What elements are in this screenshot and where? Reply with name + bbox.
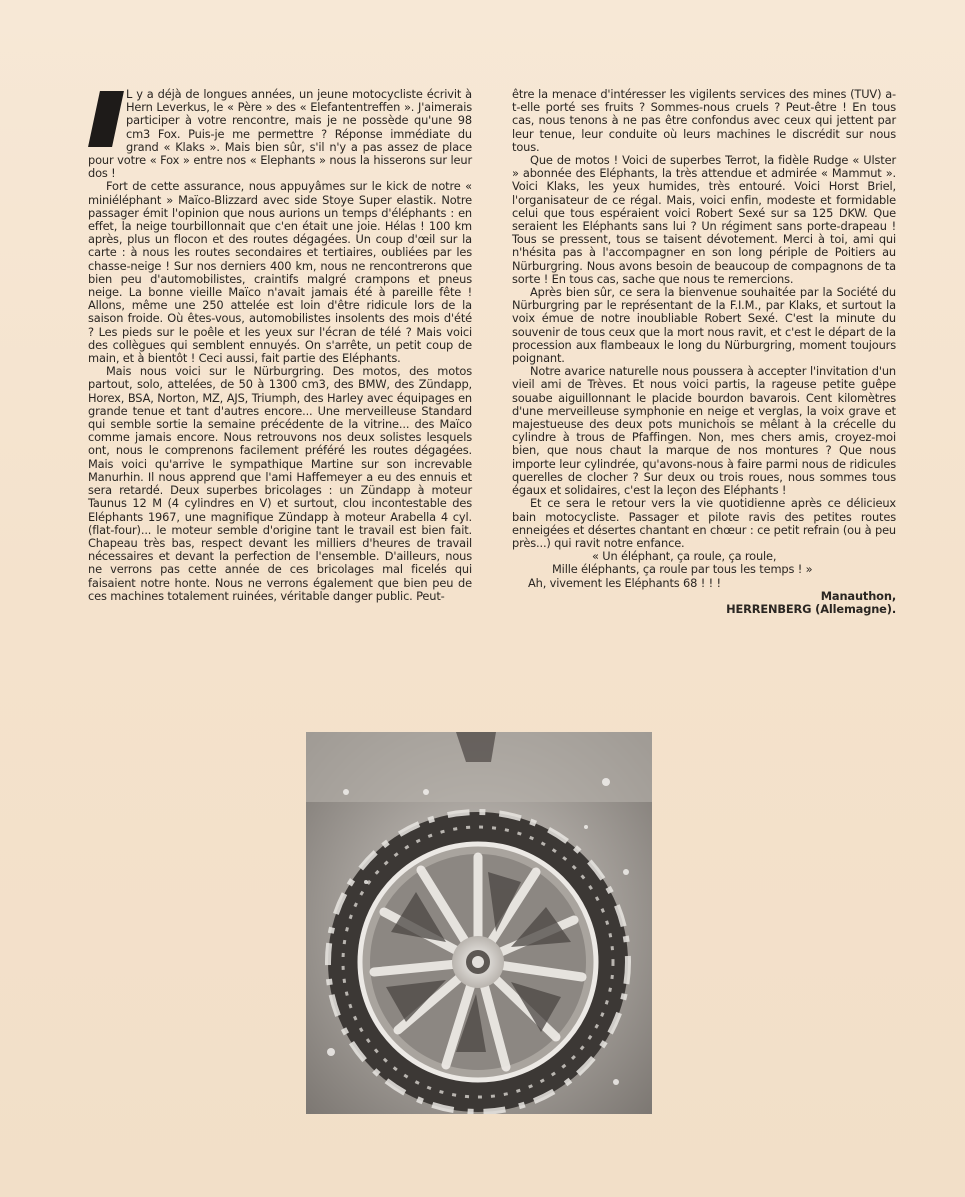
poem-line: « Un éléphant, ça roule, ça roule, <box>592 549 777 564</box>
article-paragraph: Notre avarice naturelle nous poussera à accepter l'invitation d'un vieil ami de Trèves. Et nous voici partis, la rageuse petite guêpe souabe aiguillonnant le placide bourdon bavarois. Cent kilomètres d'une merveilleuse symphonie en neige et verglas, la voix grave et majestueuse des deux pots munichois se mêlant à la crécelle du cylindre à trous de Pfaffingen. Non, mes chers amis, croyez-moi bien, que nous chaut la marque de nos montures ? Que nous importe leur cylindrée, qu'avons-nous à faire parmi nous de ridicules querelles de clocher ? Sur deux ou trois roues, nous sommes tous égaux et solidaires, c'est la leçon des Eléphants ! <box>512 364 896 498</box>
author-place: HERRENBERG (Allemagne). <box>726 601 896 616</box>
paragraph-text: L y a déjà de longues années, un jeune motocycliste écrivit à Hern Leverkus, le « Père » des « Elefantentreffen ». J'aimerais participer à votre rencontre, mais je ne possède qu'une 98 cm3 Fox. Puis-je me permettre ? Réponse immédiate du grand « Klaks ». Mais bien sûr, s'il n'y a pas assez de place pour votre « Fox » entre nos « Elephants » nous la hisserons sur leur dos ! <box>88 87 472 181</box>
article-paragraph <box>88 88 472 180</box>
article-paragraph: Fort de cette assurance, nous appuyâmes sur le kick de notre « miniéléphant » Maïco-Blizzard avec side Stoye Super elastik. Notre passager émit l'opinion que nous aurions un temps d'éléphants : en effet, la neige tourbillonnait que c'en était une joie. Hélas ! 100 km après, plus un flocon et des routes dégagées. Un coup d'œil sur la carte : à nous les routes secondaires et tertiaires, oubliées par les chasse-neige ! Sur nos derniers 400 km, nous ne rencontrerons que bien peu d'automobilistes, craintifs malgré crampons et pneus neige. La bonne vieille Maïco n'avait jamais été à pareille fête ! Allons, même une 250 attelée est loin d'être ridicule lors de la saison froide. Où êtes-vous, automobilistes insolents des mois d'été ? Les pieds sur le poêle et les yeux sur l'écran de télé ? Mais voici des collègues qui semblent ennuyés. On s'arrête, un petit coup de main, et à bientôt ! Ceci aussi, fait partie des Eléphants. <box>88 179 472 366</box>
snowy-wheel-photo <box>306 732 652 1114</box>
poem-line: Mille éléphants, ça roule par tous les temps ! » <box>552 562 813 577</box>
poem-line: Ah, vivement les Eléphants 68 ! ! ! <box>528 575 721 590</box>
article-paragraph: Après bien sûr, ce sera la bienvenue souhaitée par la Société du Nürburgring par le représentant de la F.I.M., par Klaks, et surtout la voix émue de notre inoubliable Robert Sexé. C'est la minute du souvenir de tous ceux que la mort nous ravit, et c'est le départ de la procession aux flambeaux le long du Nürburgring, moment toujours poignant. <box>512 285 896 366</box>
article-column-left <box>88 88 472 603</box>
article-paragraph: Et ce sera le retour vers la vie quotidienne après ce délicieux bain motocycliste. Passager et pilote ravis des petites routes enneigées et désertes chantant en chœur : ce petit refrain (ou à peu près...) qui ravit notre enfance. <box>512 496 896 550</box>
drop-cap-i <box>88 91 124 147</box>
article-paragraph: Que de motos ! Voici de superbes Terrot, la fidèle Rudge « Ulster » abonnée des Eléphants, la très attendue et admirée « Mammut ». Voici Klaks, les yeux humides, très entouré. Voici Horst Briel, l'organisateur de ce régal. Mais, voici enfin, modeste et formidable celui que tous espéraient voici Robert Sexé sur sa 125 DKW. Que seraient les Eléphants sans lui ? Un régiment sans porte-drapeau ! Tous se pressent, tous se taisent dévotement. Merci à toi, ami qui n'hésita pas à l'accompagner en son long périple de Poitiers au Nürburgring. Nous avons besoin de beaucoup de compagnons de ta sorte ! En tous cas, sache que nous te remercions. <box>512 153 896 286</box>
wheel-image <box>306 732 652 1114</box>
article-paragraph: être la menace d'intéresser les vigilents services des mines (TUV) a-t-elle porté ses fruits ? Sommes-nous cruels ? Peut-être ! En tous cas, nous tenons à ne pas être confondus avec ceux qui jettent par leur tenue, leur conduite où leurs machines le discrédit sur nous tous. <box>512 87 896 154</box>
author-name: Manauthon, <box>820 588 896 603</box>
article-paragraph: Mais nous voici sur le Nürburgring. Des motos, des motos partout, solo, attelées, de 50 à 1300 cm3, des BMW, des Zündapp, Horex, BSA, Norton, MZ, AJS, Triumph, des Harley avec équipages en grande tenue et tant d'autres encore... Une merveilleuse Standard qui semble sortie la semaine précédente de la vitrine... des Maïco comme jamais encore. Nous retrouvons nos deux solistes lesquels ont, nous le comprenons facilement préféré les routes dégagées. Mais voici qu'arrive le sympathique Martine sur son increvable Manurhin. Il nous apprend que l'ami Haffemeyer a eu des ennuis et sera retardé. Deux superbes bricolages : un Zündapp à moteur Taunus 12 M (4 cylindres en V) et surtout, clou incontestable des Eléphants 1967, une magnifique Zündapp à moteur Arabella 4 cyl. (flat-four)... le moteur semble d'origine tant le travail est bien fait. Chapeau très bas, respect devant les milliers d'heures de travail nécessaires et devant la perfection de l'ensemble. D'ailleurs, nous ne verrons pas cette année de ces bricolages mal ficelés qui faisaient notre honte. Nous ne verrons également que bien peu de ces machines totalement ruinées, véritable danger public. Peut- <box>88 364 472 603</box>
article-column-right <box>512 88 896 616</box>
